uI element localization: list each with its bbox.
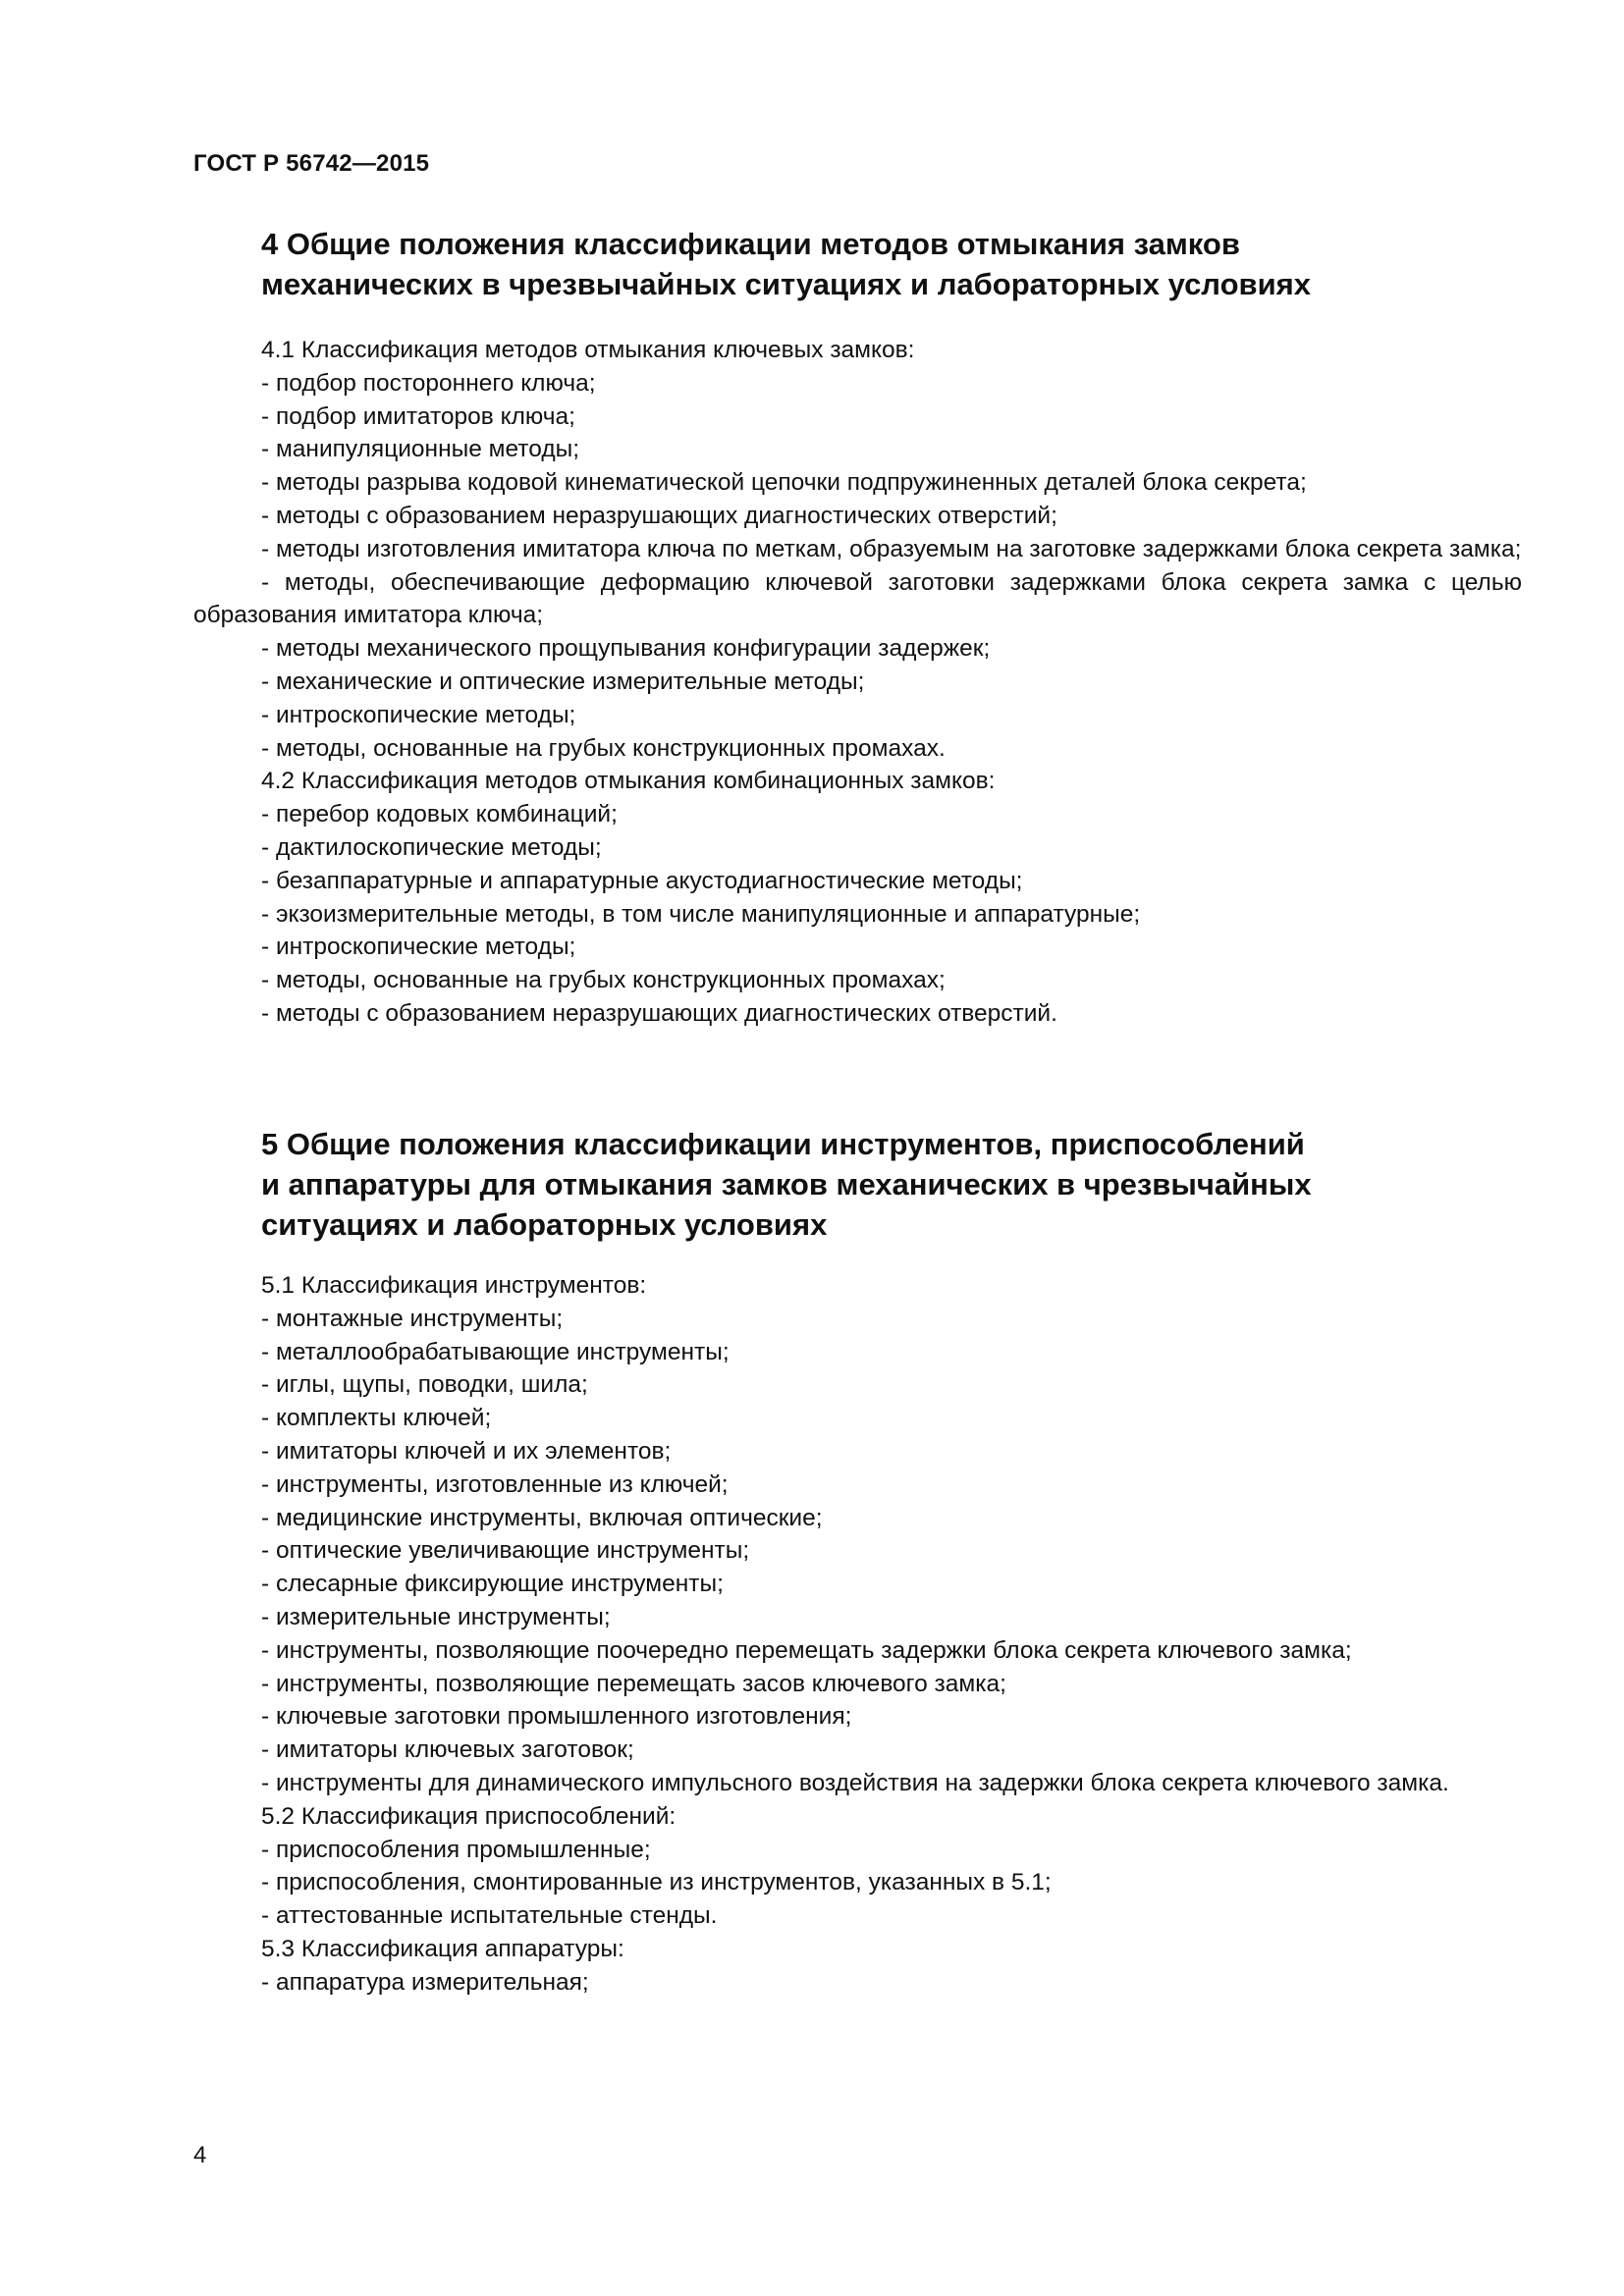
list-item: - иглы, щупы, поводки, шила; <box>261 1371 588 1399</box>
list-item: - безаппаратурные и аппаратурные акустодиагностические методы; <box>261 867 1023 894</box>
list-item: - интроскопические методы; <box>261 934 576 961</box>
document-code: ГОСТ Р 56742—2015 <box>193 150 430 177</box>
list-item: - имитаторы ключевых заготовок; <box>261 1736 634 1764</box>
section-4-body <box>193 334 1522 1031</box>
list-item: - манипуляционные методы; <box>261 436 580 463</box>
list-item: - механические и оптические измерительные методы; <box>261 667 865 695</box>
list-item: - инструменты, позволяющие поочередно перемещать задержки блока секрета ключевого замка; <box>261 1636 1352 1664</box>
section-5-heading-line-1: 5 Общие положения классификации инструментов, приспособлений <box>261 1127 1305 1161</box>
list-item: - методы изготовления имитатора ключа по меткам, образуемым на заготовке задержками блока секрета замка; <box>261 535 1522 562</box>
clause-5-1: 5.1 Классификация инструментов: <box>261 1272 647 1299</box>
section-5-heading-line-3: ситуациях и лабораторных условиях <box>261 1207 828 1242</box>
list-item: - монтажные инструменты; <box>261 1305 564 1332</box>
list-item: - методы механического прощупывания конфигурации задержек; <box>261 635 991 663</box>
list-item: - инструменты, изготовленные из ключей; <box>261 1470 729 1498</box>
list-item: - металлообрабатывающие инструменты; <box>261 1338 730 1365</box>
list-item: - методы, обеспечивающие деформацию ключевой заготовки задержками блока секрета замка с целью образования имитатора ключа; <box>193 568 1522 629</box>
list-item: - оптические увеличивающие инструменты; <box>261 1537 750 1565</box>
list-item: - аппаратура измерительная; <box>261 1968 589 1996</box>
list-item: - методы с образованием неразрушающих диагностических отверстий; <box>261 502 1057 529</box>
list-item: - дактилоскопические методы; <box>261 833 602 861</box>
clause-5-3: 5.3 Классификация аппаратуры: <box>261 1935 624 1962</box>
list-item: - слесарные фиксирующие инструменты; <box>261 1571 724 1598</box>
list-item: - аттестованные испытательные стенды. <box>261 1902 718 1930</box>
list-item: - медицинские инструменты, включая оптические; <box>261 1504 823 1531</box>
clause-4-1: 4.1 Классификация методов отмыкания ключевых замков: <box>261 337 915 363</box>
page-number: 4 <box>193 2142 207 2168</box>
section-5-heading <box>261 1124 1538 1245</box>
list-item: - комплекты ключей; <box>261 1405 492 1432</box>
list-item: - методы разрыва кодовой кинематической цепочки подпружиненных деталей блока секрета; <box>261 469 1307 497</box>
list-item: - подбор имитаторов ключа; <box>261 402 575 430</box>
section-4-heading <box>261 224 1538 304</box>
section-4-heading-line-1: 4 Общие положения классификации методов отмыкания замков <box>261 227 1240 261</box>
list-item: - подбор постороннего ключа; <box>261 369 596 397</box>
section-5-heading-line-2: и аппаратуры для отмыкания замков механических в чрезвычайных <box>261 1167 1312 1201</box>
list-item: - перебор кодовых комбинаций; <box>261 801 618 828</box>
list-item: - инструменты для динамического импульсного воздействия на задержки блока секрета ключевого замка. <box>261 1769 1449 1796</box>
list-item: - приспособления промышленные; <box>261 1836 651 1863</box>
list-item: - измерительные инструменты; <box>261 1603 611 1630</box>
list-item: - ключевые заготовки промышленного изготовления; <box>261 1703 852 1731</box>
list-item: - методы с образованием неразрушающих диагностических отверстий. <box>261 999 1057 1027</box>
list-item: - экзоизмерительные методы, в том числе манипуляционные и аппаратурные; <box>261 900 1141 928</box>
clause-4-2: 4.2 Классификация методов отмыкания комбинационных замков: <box>261 768 996 795</box>
list-item: - имитаторы ключей и их элементов; <box>261 1437 672 1465</box>
list-item: - инструменты, позволяющие перемещать засов ключевого замка; <box>261 1670 1006 1697</box>
section-5-body <box>193 1269 1522 2000</box>
list-item: - методы, основанные на грубых конструкционных промахах. <box>261 734 946 762</box>
list-item: - интроскопические методы; <box>261 701 576 728</box>
section-4-heading-line-2: механических в чрезвычайных ситуациях и лабораторных условиях <box>261 267 1311 301</box>
list-item: - приспособления, смонтированные из инструментов, указанных в 5.1; <box>261 1869 1052 1896</box>
list-item: - методы, основанные на грубых конструкционных промахах; <box>261 967 946 994</box>
clause-5-2: 5.2 Классификация приспособлений: <box>261 1802 677 1830</box>
